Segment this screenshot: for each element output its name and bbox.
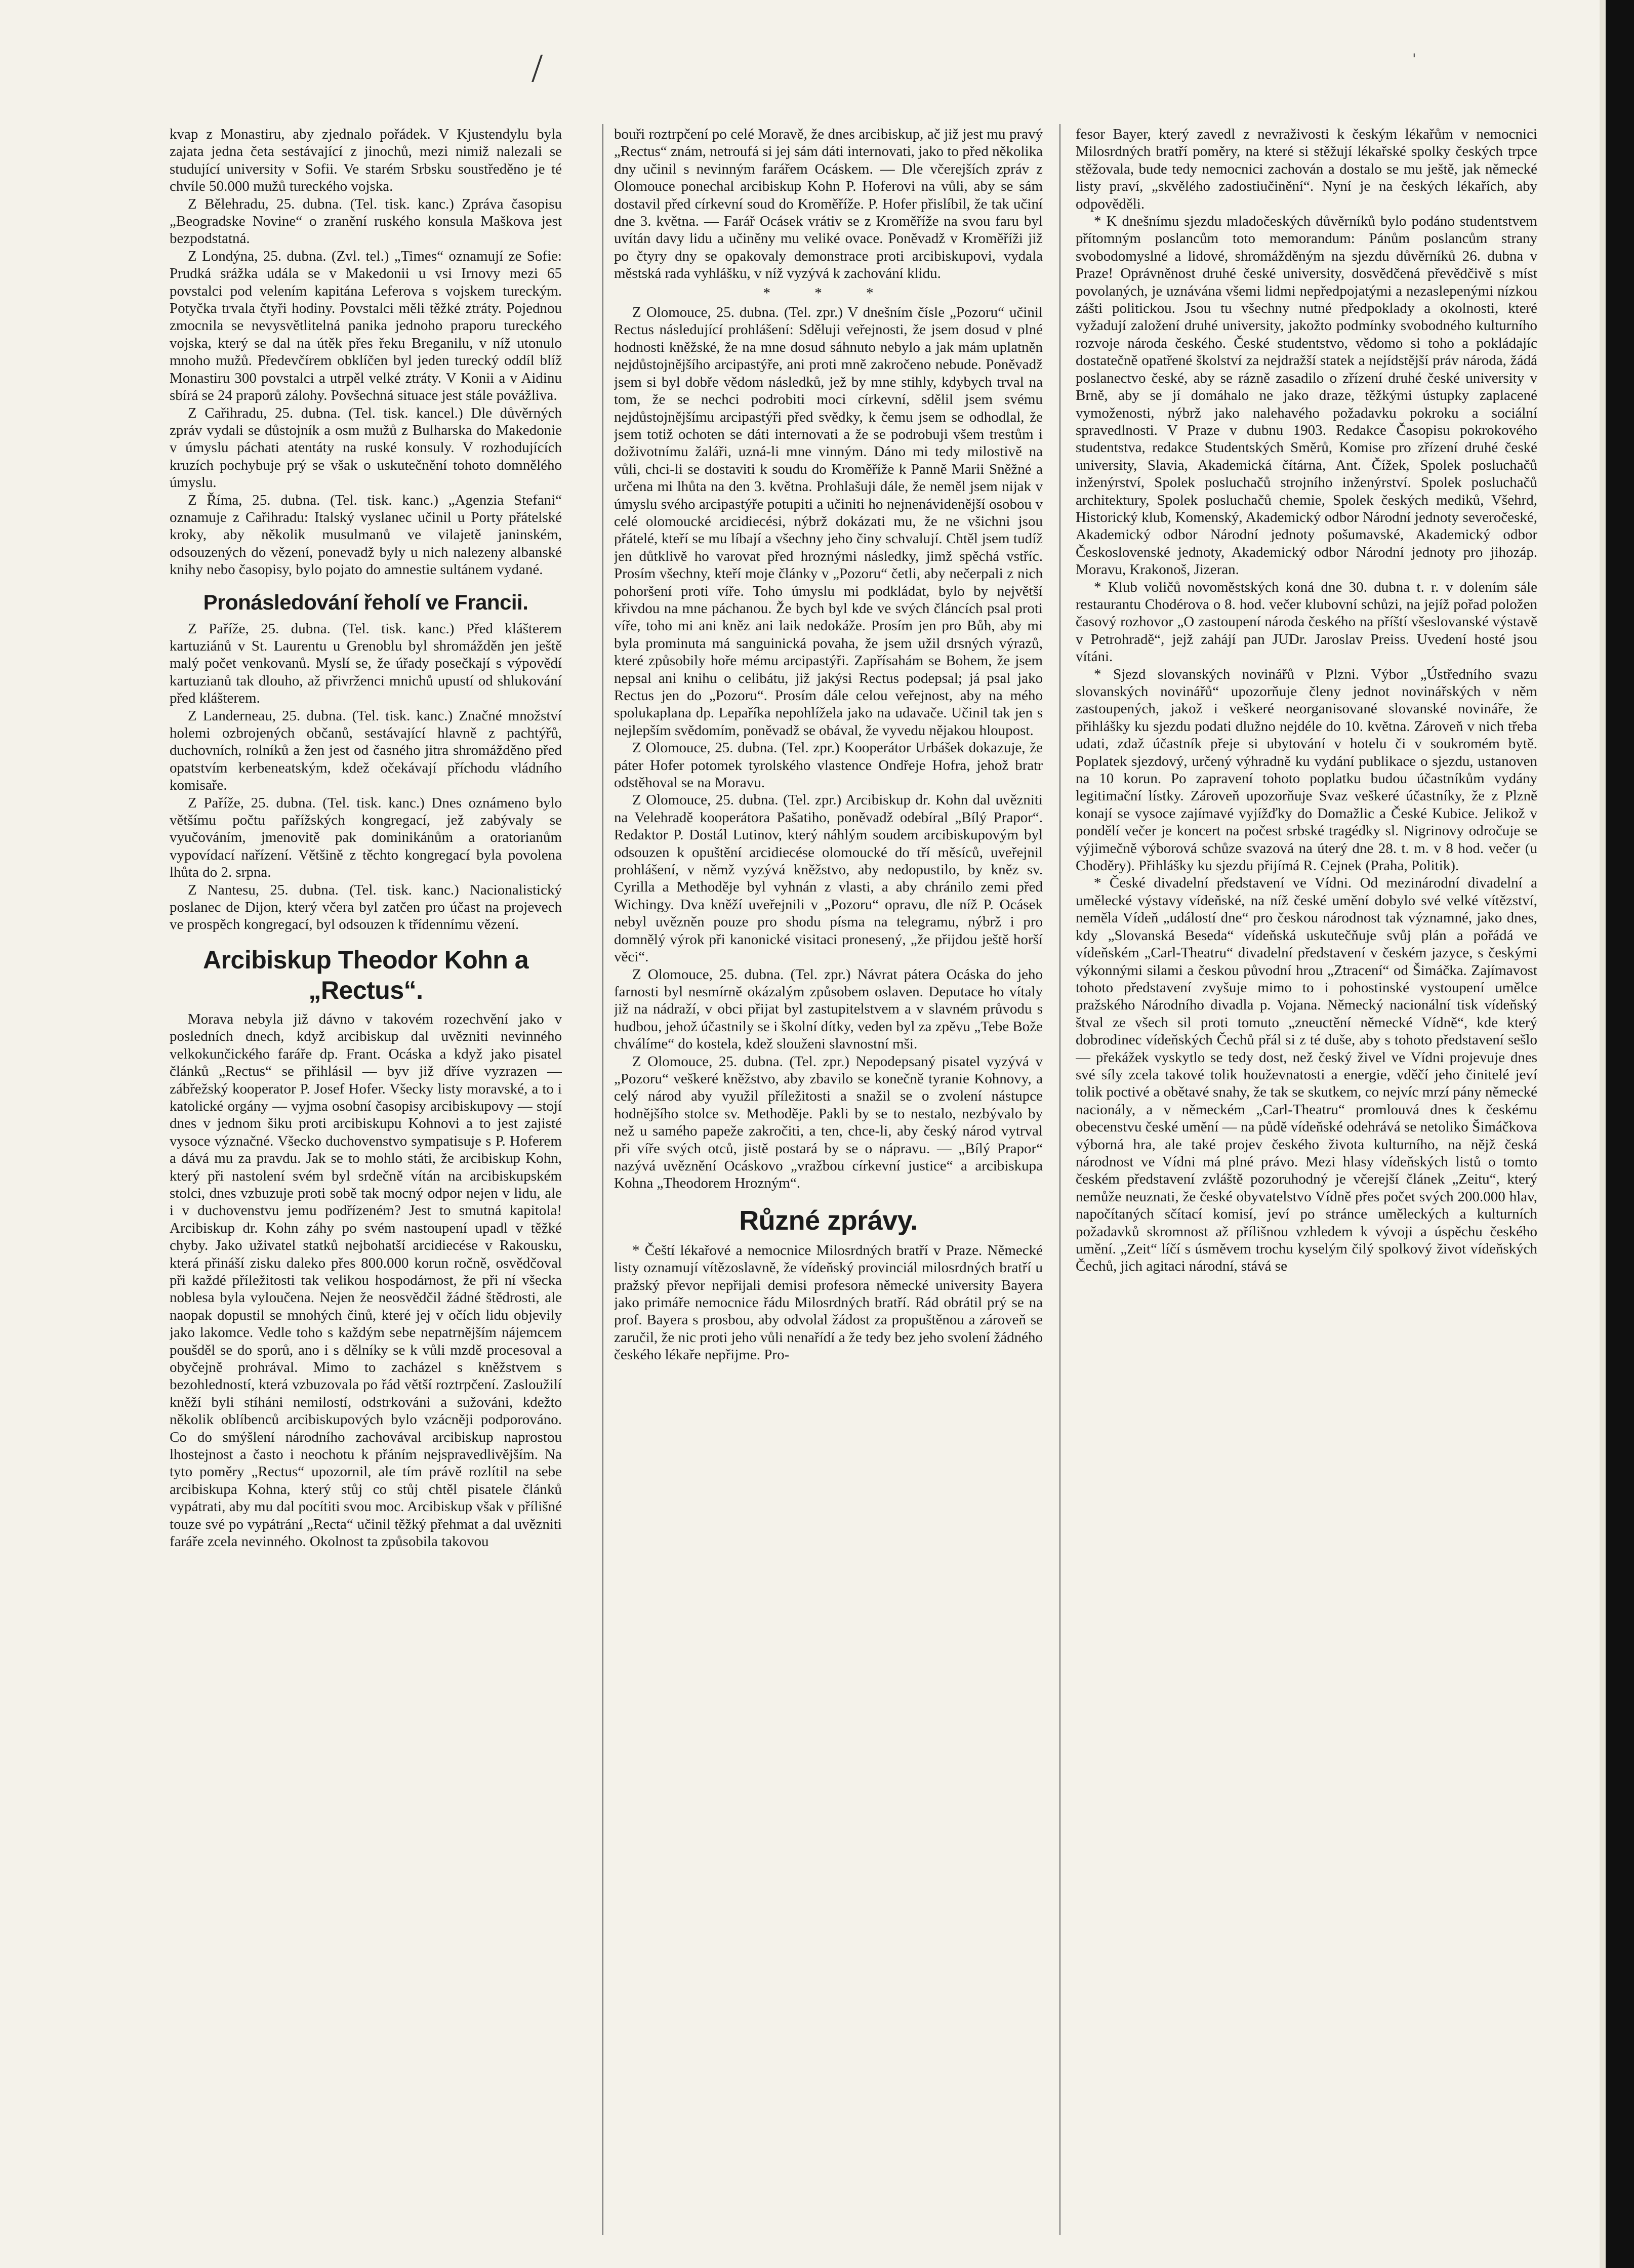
news-paragraph: Z Paříže, 25. dubna. (Tel. tisk. kanc.) Před klášterem kartuziánů v St. Laurentu u Grenoblu byl shromážděn jen ještě malý počet venkovanů. Myslí se, že úřady posečkají s výpovědí kartuzianů tak dlouho, až přivrženci mnichů upustí od shlukování před klášterem. [170, 620, 562, 707]
page-pencil-mark: / [532, 46, 543, 91]
news-paragraph: Z Cařihradu, 25. dubna. (Tel. tisk. kancel.) Dle důvěrných zpráv vydali se důstojník a osm mužů z Bulharska do Makedonie v úmyslu páchati atentáty na ruské konsuly. V rozhodujících kruzích pochybuje prý se však o uskutečnění tohoto domnělého úmyslu. [170, 404, 562, 491]
section-heading: Pronásledování řeholí ve Francii. [203, 590, 528, 614]
news-paragraph: Z Bělehradu, 25. dubna. (Tel. tisk. kanc.) Zpráva časopisu „Beogradske Novine“ o zranění ruského konsula Maškova jest bezpodstatná. [170, 195, 562, 247]
article-headline: Arcibiskup Theodor Kohn a „Rectus“. [202, 945, 529, 1004]
news-paragraph: * K dnešnímu sjezdu mladočeských důvěrníků bylo podáno studentstvem přítomným poslancům toto memorandum: Pánům poslancům strany svobodomyslné a lidové, shromážděným na sjezdu důvěrníků 26. dubna v Praze! Oprávněnost druhé české university, dosvědčená převědčivě s míst povolaných, je uznávána všemi lidmi nepředpojatými a nezaslepenými nízkou zášti politickou. Jsou tu všechny nutné předpoklady a okolnosti, které vyžadují založení druhé university, jakožto podmínky svobodného kulturního rozvoje národa českého. České studentstvo, vědomo si toho a pokládajíc dostatečně opatřené školství za nejdražší statek a nejídstější práv národa, žádá poslanectvo české, aby se rázně zasadilo o zřízení druhé české university v Brně, aby se jí domáhalo ne jako draze, těžkými ústupky zaplacené vymoženosti, nýbrž jako nalehavého požadavku pokroku a sociální spravedlnosti. V Praze v dubnu 1903. Redakce Časopisu pokrokového studentstva, redakce Studentských Směrů, Komise pro zřízení druhé české university, Slavia, Akademická čítárna, Ant. Čížek, Spolek posluchačů inženýrství, Spolek posluchačů strojního inženýrství. Spolek posluchačů architektury, Spolek posluchačů chemie, Spolek českých mediků, Všehrd, Historický klub, Komenský, Akademický odbor Národní jednoty severočeské, Akademický odbor Národní jednoty pošumavské, Akademický odbor Československé jednoty, Akademický odbor Národní jednoty pro jihozáp. Moravu, Krakonoš, Jizeran. [1076, 213, 1537, 578]
column-right [1076, 126, 1537, 2232]
article-paragraph: bouři roztrpčení po celé Moravě, že dnes arcibiskup, ač již jest mu pravý „Rectus“ znám, netroufá si jej sám dáti internovati, jako to před několika dny učinil s nevinným farářem Ocáskem. — Dle včerejších zpráv z Olomouce ponechal arcibiskup Kohn P. Hoferovi na vůli, aby se sám dostavil před církevní soud do Kroměříže. P. Hofer přislíbil, že tak učiní dne 3. května. — Farář Ocásek vrátiv se z Kroměříže na svou faru byl uvítán davy lidu a učiněny mu veliké ovace. Poněvadž v Kroměříži již po čtyry dny se opakovaly demonstrace proti arcibiskupovi, vydala městská rada vyhlášku, v níž vyzývá k zachování klidu. [614, 126, 1043, 282]
news-paragraph: * Čeští lékařové a nemocnice Milosrdných bratří v Praze. Německé listy oznamují vítězoslavně, že vídeňský provinciál milosrdných bratří u pražský převor nepřijali demisi profesora německé university Bayera jako primáře nemocnice řádu Milosrdných bratří. Rád obrátil prý se na prof. Bayera s prosbou, aby odvolal žádost za propuštěnou a zároveň se zaručil, že nic proti jeho vůli nenařídí a že tedy bez jeho svolení žádného českého lékaře nepřijme. Pro- [614, 1242, 1043, 1363]
column-left [170, 126, 562, 2232]
section-heading: Různé zprávy. [739, 1205, 918, 1236]
scan-dark-margin [1606, 0, 1634, 2268]
news-paragraph: fesor Bayer, který zavedl z nevraživosti k českým lékařům v nemocnici Milosrdných bratří poměry, na které si stěžují lékařské spolky českých trpce stěžovala, bude tedy nemocnici zachován a dostalo se mu ještě, jak německé listy praví, „skvělého zadostiučinění“. Nyní je na českých lékařích, aby odpověděli. [1076, 126, 1537, 212]
news-paragraph: Z Paříže, 25. dubna. (Tel. tisk. kanc.) Dnes oznámeno bylo většímu počtu pařížských kongregací, jež zabývaly se vyučováním, jmenovitě pak dominikánům a oratorianům vypovídací nařízení. Většině z těchto kongregací byla povolena lhůta do 2. srpna. [170, 794, 562, 881]
separator-stars: * * * [763, 285, 894, 301]
news-paragraph: Z Landerneau, 25. dubna. (Tel. tisk. kanc.) Značné množství holemi ozbrojených občanů, sestávající hlavně z pachtýřů, duchovních, rolníků a žen jest od časného jitra shromážděno před opatstvím kerbeneatským, kdež očekávají příchodu vládního komisaře. [170, 707, 562, 794]
news-paragraph: Z Olomouce, 25. dubna. (Tel. zpr.) Arcibiskup dr. Kohn dal uvězniti na Velehradě kooperátora Pašatiho, poněvadž odebíral „Bílý Prapor“. Redaktor P. Dostál Lutinov, který náhlým soudem arcibiskupovým byl odsouzen k opuštění arcidiecése olomoucké do tří měsíců, uveřejnil prohlášení, v němž vyzývá kněžstvo, aby nedopustilo, by kněz sv. Cyrilla a Methoděje byl vyhnán z vlasti, a aby chránilo zemi před Wichingy. Dva kněží uveřejnili v „Pozoru“ opravu, dle níž P. Ocásek nebyl uvězněn pouze pro shodu písma na telegramu, nýbrž i pro domnělý výrok při kanonické visitaci pronesený, „že přijdou ještě horší věci“. [614, 792, 1043, 965]
news-paragraph: Z Olomouce, 25. dubna. (Tel. zpr.) Nepodepsaný pisatel vyzývá v „Pozoru“ veškeré kněžstvo, aby zbavilo se konečně tyranie Kohnovy, a celý národ aby využil příležitosti a snažil se o zvolení nástupce hodnějšího stolce sv. Methoděje. Pakli by se to nestalo, nezbývalo by než u samého papeže zakročiti, a ten, chce-li, aby český národ vytrval při víře svých otců, jistě postará by se o nápravu. — „Bílý Prapor“ nazývá uvěznění Ocáskovo „vražbou církevní justice“ a arcibiskupa Kohna „Theodorem Hrozným“. [614, 1053, 1043, 1192]
news-paragraph: Z Londýna, 25. dubna. (Zvl. tel.) „Times“ oznamují ze Sofie: Prudká srážka udála se v Makedonii u vsi Irnovy mezi 65 povstalci pod velením kapitána Leferova s vojskem tureckým. Potyčka trvala čtyři hodiny. Povstalci měli těžké ztráty. Pojednou zmocnila se nevysvětlitelná panika jednoho praporu tureckého vojska, který se dal na útěk přes řeku Breganilu, v níž utonulo mnoho mužů. Předevčírem obklíčen byl jeden turecký oddíl blíž Monastiru 300 povstalci a utrpěl velké ztráty. V Konii a v Aidinu sbírá se 24 praporů zálohy. Povšechná situace jest stále povážliva. [170, 248, 562, 404]
news-paragraph: Z Nantesu, 25. dubna. (Tel. tisk. kanc.) Nacionalistický poslanec de Dijon, který včera byl zatčen pro účast na projevech ve prospěch kongregací, byl odsouzen k třídennímu vězení. [170, 881, 562, 933]
column-middle [614, 126, 1043, 2232]
news-paragraph: kvap z Monastiru, aby zjednalo pořádek. V Kjustendylu byla zajata jedna četa sestávající z jinochů, mezi nimiž nalezali se studující university v Sofii. Ve starém Srbsku soustředěno je té chvíle 50.000 mužů tureckého vojska. [170, 126, 562, 195]
column-divider [602, 124, 603, 2235]
column-divider [1059, 124, 1060, 2235]
news-paragraph: * Klub voličů novoměstských koná dne 30. dubna t. r. v dolením sále restaurantu Chodérova o 8. hod. večer klubovní schůzi, na jejíž pořad položen časový rozhovor „O zastoupení národa českého na příští všeslovanské výstavě v Petrohradě“, jejž zahájí pan JUDr. Jaroslav Preiss. Uvedení hosté jsou vítáni. [1076, 579, 1537, 665]
news-paragraph: Z Olomouce, 25. dubna. (Tel. zpr.) Kooperátor Urbášek dokazuje, že páter Hofer potomek tyrolského vlastence Ondřeje Hofra, jehož bratr odstěhoval se na Moravu. [614, 740, 1043, 791]
news-paragraph: Z Olomouce, 25. dubna. (Tel. zpr.) V dnešním čísle „Pozoru“ učinil Rectus následující prohlášení: Sděluji veřejnosti, že jsem dosud v plné hodnosti kněžské, že na mne dosud sáhnuto nebylo a jak mám uplatněn nejdůstojnějšího arcipastýře, ani proti mně zakročeno nebude. Poněvadž jsem si byl dobře vědom následků, jež by mne stihly, kdybych trval na tom, že se nechci podrobiti moci církevní, sdělil jsem svému nejdůstojnějšímu arcipastýři před svědky, k čemu jsem se odhodlal, že jsem totiž ochoten se dáti internovati a že se podrobuji všem trestům i doživotnímu žaláři, uzná-li mne vinným. Dáno mi tedy milostivě na vůli, chci-li se dostaviti k soudu do Kroměříže k Panně Marii Sněžné a určena mi lhůta na den 3. května. Prohlašuji dále, že neměl jsem nijak v úmyslu svého arcipastýře potupiti a učiniti ho nejnenávidenější osobou v celé olomoucké arcidiecési, nýbrž dokázati mu, že ne všichni jsou přátelé, kteří se mu líbají a všechny jeho činy schvalují. Chtěl jsem tudíž jen důtklivě ho varovat před hroznými následky, jimž spěchá vstříc. Prosím všechny, kteří moje články v „Pozoru“ četli, aby nečerpali z nich pohoršení proti víře. Toho úmyslu mi podkládat, bylo by největší křivdou na mne páchanou. Že bych byl kde ve svých článcích psal proti víře, toho mi ani kněz ani laik nedokáže. Prosím jen pro Bůh, aby mi byla prominuta má sanguinická povaha, že jsem užil drsných výrazů, které způsobily hoře mému arcipastýři. Zapřísahám se Bohem, že jsem nepsal ani knihu o celibátu, již jakýsi Rectus podepsal; já psal jako Rectus jen do „Pozoru“. Prosím dále celou veřejnost, aby na mého spolukaplana dp. Lepaříka nepohlížela jako na udavače. Učinil tak jen s nejlepším svědomím, poněvadž se obával, že vyvedu nějakou hloupost. [614, 304, 1043, 739]
news-paragraph: * Sjezd slovanských novinářů v Plzni. Výbor „Ústředního svazu slovanských novinářů“ upozorňuje členy jednot novinářských v něm zastoupených, jakož i veškeré neorganisované slovanské novináře, že přihlášky ku sjezdu podati dlužno nejdéle do 10. května. Zároveň v nich třeba udati, zdaž účastník přeje si ubytování v hotelu či v soukromém bytě. Poplatek sjezdový, určený výhradně ku vydání publikace o sjezdu, ustanoven na 10 korun. Po zapravení tohoto poplatku budou účastníkům vydány legitimační lístky. Zároveň upozorňuje Svaz veškeré účastníky, že z Plzně konají se vysoce zajímavé vyjížďky do Domažlic a České Kubice. Jelikož v pondělí večer je koncert na počest srbské tragédky sl. Nigrinovy odročuje se výjimečně výborová schůze svazová na úterý dne 28. t. m. v 8 hod. večer (u Choděry). Přihlášky ku sjezdu přijímá R. Cejnek (Praha, Politik). [1076, 666, 1537, 874]
news-paragraph: * České divadelní představení ve Vídni. Od mezinárodní divadelní a umělecké výstavy vídeňské, na níž české umění dobylo své velké vítězství, neměla Vídeň „událostí dne“ pro českou národnost tak významné, jako dnes, kdy „Slovanská Beseda“ vídeňská uskutečňuje svůj plán a pořádá ve vídeňském „Carl-Theatru“ divadelní představení v českém jazyce, s českými výkonnými silami a českou původní hrou „Ztracení“ od Šimáčka. Zajímavost tohoto představení zvyšuje mimo to i pohostinské vystoupení umělce pražského Národního divadla p. Vojana. Německý nacionální tisk vídeňský štval ze všech sil proti tomuto „zneuctění německé Vídně“, kde který dobrodinec vídeňských Čechů přál si z té duše, aby s tohoto představení sešlo — překážek vyskytlo se tedy dost, než český živel ve Vídni projevuje dnes své síly zcela takové tolik houževnatosti a energie, vděčí jeho činitelé jeví tolik poctivé a obětavé snahy, že tak se skutkem, co nejvíc mrzí pány německé nacionály, a v německém „Carl-Theatru“ promlouvá dnes k českému obecenstvu české umění — na půdě vídeňské odehrává se netoliko Šimáčkova výborná hra, ale také projev českého života kulturního, na nějž česká národnost ve Vídni má plné právo. Mezi hlasy vídeňských listů o tomto českém představení zvláště pozoruhodný je včerejší článek „Zeitu“, který nemůže neuznati, že české obyvatelstvo Vídně přes počet svých 200.000 hlav, napočítaných sčítací komisí, jeví po stránce uměleckých a kulturních požadavků skromnost až přílišnou vzhledem k vývoji a úspěchu českého umění. „Zeit“ líčí s úsměvem trochu kyselým čilý spolkový život vídeňských Čechů, jich agitaci národní, stává se [1076, 875, 1537, 1275]
corner-mark: ' [1412, 51, 1416, 67]
news-paragraph: Z Říma, 25. dubna. (Tel. tisk. kanc.) „Agenzia Stefani“ oznamuje z Cařihradu: Italský vyslanec učinil u Porty přátelské kroky, aby několik musulmanů ve vilajetě janinském, odsouzených do vězení, ponevadž byly u nich nalezeny albanské knihy nebo časopisy, bylo pojato do amnestie sultánem vydané. [170, 492, 562, 578]
article-paragraph: Morava nebyla již dávno v takovém rozechvění jako v posledních dnech, když arcibiskup dal uvězniti nevinného velkokunčického faráře dp. Frant. Ocáska a když jako pisatel článků „Rectus“ se přihlásil — byv již dříve vyzrazen — zábřežský kooperator P. Josef Hofer. Všecky listy moravské, a to i katolické orgány — vyjma osobní časopisy arcibiskupovy — stojí dnes v jednom šiku proti arcibiskupu Kohnovi a to jest zajisté vysoce význačné. Všecko duchovenstvo sympatisuje s P. Hoferem a dává mu za pravdu. Jak se to mohlo státi, že arcibiskup Kohn, který při nastolení svém byl srdečně vítán na arcibiskupském stolci, dnes vzbuzuje proti sobě tak mocný odpor nejen v lidu, ale i v duchovenstvu jemu podřízeném? Jest to smutná kapitola! Arcibiskup dr. Kohn záhy po svém nastoupení upadl v těžké chyby. Jako uživatel statků nejbohatší arcidiecése v Rakousku, která přináší zisku daleko přes 800.000 korun ročně, osvědčoval při každé příležitosti tak velikou hospodárnost, že při ní všecka noblesa byla vyloučena. Nejen že neosvědčil žádné štědrosti, ale naopak dopustil se mnohých činů, které jej v očích lidu objevily jako lakomce. Vedle toho s každým sebe nepatrnějším nájemcem poušděl se do sporů, ano i s dělníky se k vůli mzdě procesoval a obyčejně prohrával. Mimo to zacházel s kněžstvem s bezohledností, která vzbuzovala po řád větší roztrpčení. Zasloužilí kněží byli stíháni nemilostí, odstrkováni a sužováni, kdežto několik oblíbenců arcibiskupových bylo vzácněji podporováno. Co do smýšlení národního zachovával arcibiskup naprostou lhostejnost a často i neochotu k přáním nejspravedlivějším. Na tyto poměry „Rectus“ upozornil, ale tím právě rozlítil na sebe arcibiskupa Kohna, který stůj co stůj chtěl pisatele článků vypátrati, aby mu dal pocítiti svou moc. Arcibiskup však v přílišné touze své po vypátrání „Recta“ učinil těžký přehmat a dal uvězniti faráře zcela nevinného. Okolnost ta způsobila takovou [170, 1010, 562, 1550]
news-paragraph: Z Olomouce, 25. dubna. (Tel. zpr.) Návrat pátera Ocáska do jeho farnosti byl nesmírně okázalým způsobem oslaven. Deputace ho vítaly již na nádraží, v obci přijat byl zastupitelstvem a v slavném průvodu s hudbou, jehož účastnily se i školní dítky, veden byl za zpěvu „Tebe Bože chválíme“ do kostela, kdež slouženi slavnostní mši. [614, 966, 1043, 1052]
